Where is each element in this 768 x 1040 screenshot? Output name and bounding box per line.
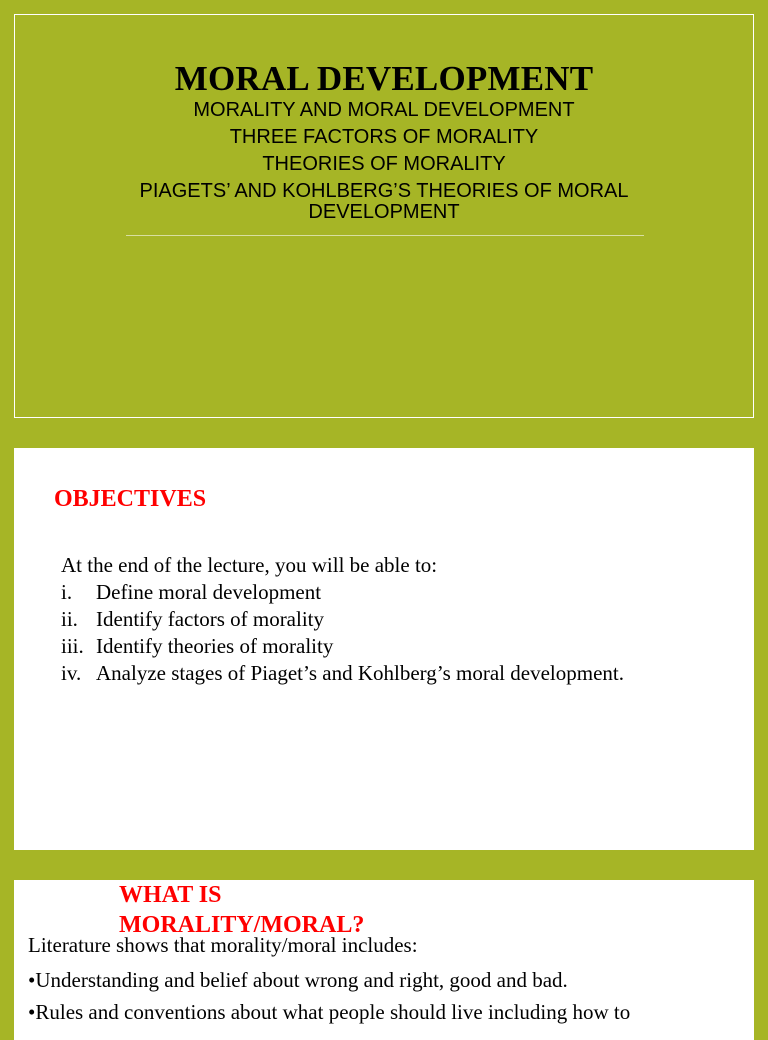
list-item [61, 633, 624, 660]
morality-intro: Literature shows that morality/moral includes: [28, 933, 418, 957]
objectives-intro: At the end of the lecture, you will be able to: [61, 553, 438, 577]
title-divider [126, 235, 644, 236]
slide-title: MORAL DEVELOPMENT [174, 59, 594, 98]
morality-heading-line: WHAT IS [119, 882, 222, 908]
morality-slide [14, 880, 754, 1040]
list-item-number: i. [61, 580, 73, 604]
list-item-text: Analyze stages of Piaget’s and Kohlberg’s moral development. [96, 661, 624, 685]
list-item-text: Identify theories of morality [96, 634, 334, 658]
morality-heading [119, 880, 419, 940]
objectives-heading: OBJECTIVES [54, 486, 207, 512]
subtitle-line: PIAGETS’ AND KOHLBERG’S THEORIES OF MORAL [139, 180, 629, 202]
bullet-item: •Rules and conventions about what people should live including how to [28, 1000, 631, 1024]
subtitle-line: MORALITY AND MORAL DEVELOPMENT [193, 99, 575, 121]
subtitle-line: DEVELOPMENT [308, 201, 460, 223]
objectives-slide [14, 448, 754, 850]
list-item [61, 660, 624, 687]
objectives-list [61, 579, 624, 687]
subtitle-line: THREE FACTORS OF MORALITY [229, 126, 539, 148]
subtitle-line: THEORIES OF MORALITY [262, 153, 506, 175]
list-item-number: ii. [61, 607, 78, 631]
title-slide [14, 14, 754, 418]
morality-bullets [28, 964, 630, 1028]
list-item-text: Define moral development [96, 580, 322, 604]
bullet-item: •Understanding and belief about wrong and right, good and bad. [28, 968, 568, 992]
morality-heading-line: MORALITY/MORAL? [119, 912, 365, 938]
list-item-number: iii. [61, 634, 84, 658]
list-item-number: iv. [61, 661, 82, 685]
subtitle-list [15, 97, 753, 223]
list-item [61, 606, 624, 633]
list-item-text: Identify factors of morality [96, 607, 325, 631]
list-item [61, 579, 624, 606]
